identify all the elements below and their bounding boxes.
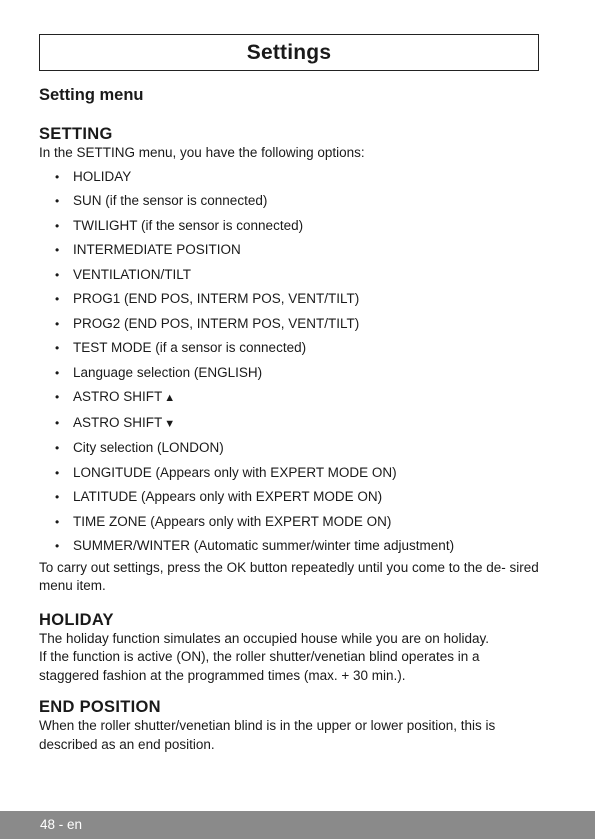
list-item (39, 263, 541, 288)
setting-options-list (39, 165, 541, 559)
holiday-heading: HOLIDAY (39, 610, 114, 629)
option-label: INTERMEDIATE POSITION (73, 242, 241, 257)
list-item (39, 165, 541, 190)
option-label: SUMMER/WINTER (Automatic summer/winter time adjustment) (73, 538, 455, 553)
setting-intro: In the SETTING menu, you have the following options: (39, 145, 365, 160)
option-label: PROG2 (END POS, INTERM POS, VENT/TILT) (73, 315, 360, 331)
arrow-up-icon: ▲ (164, 392, 176, 404)
option-label: City selection (LONDON) (73, 440, 224, 455)
option-label: LATITUDE (Appears only with EXPERT MODE ON) (73, 489, 383, 504)
list-item (39, 411, 541, 437)
list-item (39, 189, 541, 214)
list-item (39, 510, 541, 535)
end-position-text: When the roller shutter/venetian blind is in the upper or lower position, this is described as an end position. (39, 718, 496, 752)
list-item (39, 485, 541, 510)
option-label: Language selection (ENGLISH) (73, 364, 263, 380)
option-label: LONGITUDE (Appears only with EXPERT MODE ON) (73, 464, 397, 480)
setting-outro: To carry out settings, press the OK button repeatedly until you come to the de- sired menu item. (39, 559, 539, 593)
option-label: TWILIGHT (if the sensor is connected) (73, 217, 304, 233)
option-label: TEST MODE (if a sensor is connected) (73, 340, 307, 355)
option-label: VENTILATION/TILT (73, 266, 192, 282)
list-item (39, 336, 541, 361)
page-number: 48 - en (40, 817, 83, 832)
option-label: TIME ZONE (Appears only with EXPERT MODE ON) (73, 513, 392, 529)
option-label: SUN (if the sensor is connected) (73, 193, 268, 208)
section-subtitle: Setting menu (39, 86, 144, 104)
option-label: HOLIDAY (73, 168, 132, 184)
holiday-text-2: If the function is active (ON), the roller shutter/venetian blind operates in a staggered fashion at the programmed times (max. + 30 min.). (39, 649, 480, 683)
end-position-heading: END POSITION (39, 698, 161, 716)
list-item (39, 534, 541, 559)
list-item (39, 214, 541, 239)
option-label: ASTRO SHIFT (73, 414, 163, 430)
list-item (39, 312, 541, 337)
arrow-down-icon: ▼ (164, 417, 176, 430)
holiday-text-1: The holiday function simulates an occupied house while you are on holiday. (39, 630, 490, 646)
list-item (39, 385, 541, 411)
page-footer (0, 811, 595, 839)
list-item (39, 287, 541, 312)
option-label: PROG1 (END POS, INTERM POS, VENT/TILT) (73, 291, 360, 306)
list-item (39, 238, 541, 263)
setting-heading: SETTING (39, 125, 113, 143)
list-item (39, 461, 541, 486)
list-item (39, 361, 541, 386)
main-content (39, 124, 541, 754)
page-title: Settings (246, 40, 332, 64)
option-label: ASTRO SHIFT (73, 389, 163, 404)
list-item (39, 436, 541, 461)
page-title-box (39, 34, 539, 71)
